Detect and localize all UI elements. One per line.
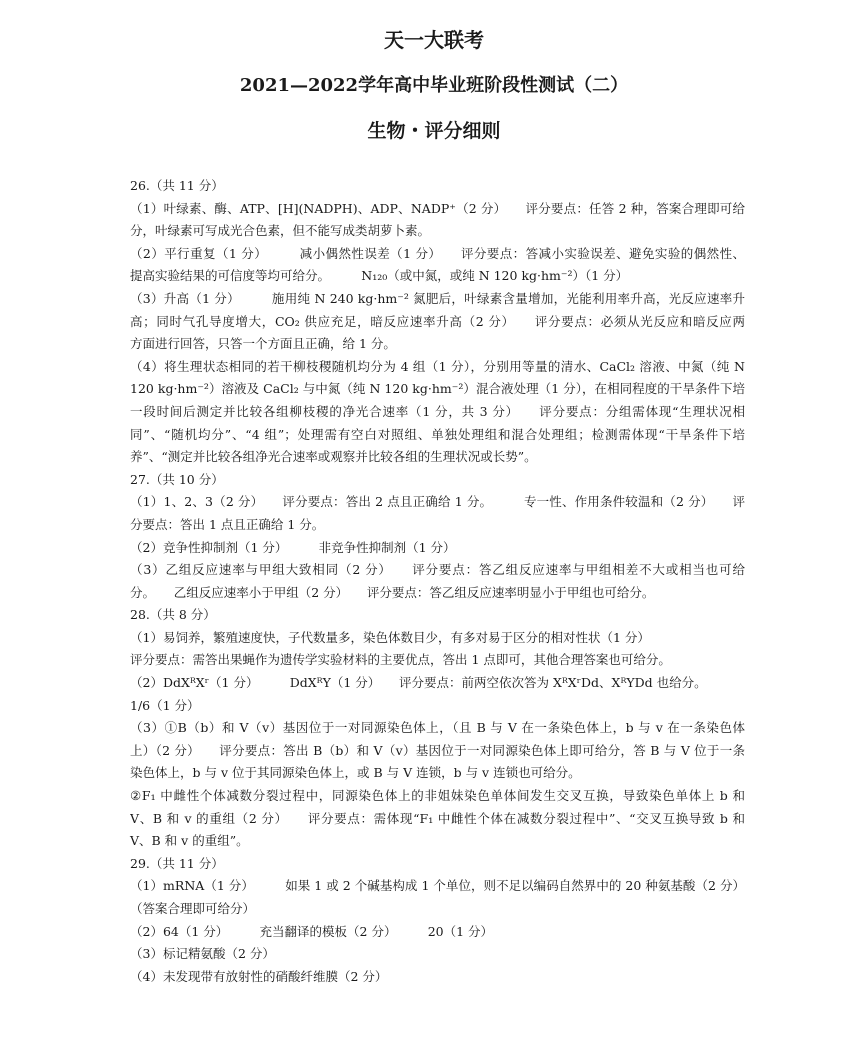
text-line: （4）将生理状态相同的若干柳枝稷随机均分为 4 组（1 分），分别用等量的清水、CaCl₂ 溶液、中氮（纯 N: [130, 358, 745, 374]
text-line: （2）平行重复（1 分） 减小偶然性误差（1 分） 评分要点：答减小实验误差、避免实验的偶然性、: [130, 245, 745, 261]
text-line: （2）竞争性抑制剂（1 分） 非竞争性抑制剂（1 分）: [130, 539, 456, 555]
text-line: （3）标记精氨酸（2 分）: [130, 946, 275, 962]
text-line: 26.（共 11 分）: [130, 178, 224, 193]
text-line: （3）乙组反应速率与甲组大致相同（2 分） 评分要点：答乙组反应速率与甲组相差不大或相当也可给: [130, 562, 745, 578]
text-line: 染色体上，b 与 v 位于其同源染色体上，或 B 与 V 连锁，b 与 v 连锁也可给分。: [130, 765, 581, 781]
text-line: 上）（2 分） 评分要点：答出 B（b）和 V（v）基因位于一对同源染色体上即可给分，答 B 与 V 位于一条: [130, 742, 745, 758]
text-line: 27.（共 10 分）: [130, 471, 224, 487]
text-line: 一段时间后测定并比较各组柳枝稷的净光合速率（1 分，共 3 分） 评分要点：分组需体现“生理状况相: [130, 403, 745, 419]
text-line: （3）①B（b）和 V（v）基因位于一对同源染色体上，（且 B 与 V 在一条染色体上，b 与 v 在一条染色体: [130, 720, 745, 736]
text-line: ②F₁ 中雌性个体减数分裂过程中，同源染色体上的非姐妹染色单体间发生交叉互换，导致染色单体上 b 和: [130, 788, 745, 804]
subject-title: 生物・评分细则: [367, 120, 501, 142]
text-line: （2）DdXᴿXʳ（1 分） DdXᴿY（1 分） 评分要点：前两空依次答为 XᴿXʳDd、XᴿYDd 也给分。: [130, 675, 707, 691]
text-line: （1）mRNA（1 分） 如果 1 或 2 个碱基构成 1 个单位，则不足以编码自然界中的 20 种氨基酸（2 分）: [130, 878, 745, 894]
text-line: 评分要点：需答出果蝇作为遗传学实验材料的主要优点，答出 1 点即可，其他合理答案也可给分。: [130, 652, 671, 668]
text-line: V、B 和 v 的重组（2 分） 评分要点：需体现“F₁ 中雌性个体在减数分裂过程中”、“交叉互换导致 b 和: [130, 810, 745, 826]
text-line: 29.（共 11 分）: [130, 855, 224, 871]
text-line: V、B 和 v 的重组”。: [130, 833, 249, 849]
text-line: 分要点：答出 1 点且正确给 1 分。: [130, 516, 325, 532]
text-line: 方面进行回答，只答一个方面且正确，给 1 分。: [130, 336, 396, 352]
text-line: （1）易饲养，繁殖速度快，子代数量多，染色体数目少，有多对易于区分的相对性状（1 分）: [130, 629, 650, 645]
text-line: 同”、“随机均分”、“4 组”；处理需有空白对照组、单独处理组和混合处理组；检测需体现“干旱条件下培: [130, 426, 745, 442]
scoring-rules-body: [130, 175, 745, 988]
text-line: 120 kg·hm⁻²）溶液及 CaCl₂ 与中氮（纯 N 120 kg·hm⁻²）混合液处理（1 分），在相同程度的干旱条件下培: [130, 381, 745, 397]
text-line: （3）升高（1 分） 施用纯 N 240 kg·hm⁻² 氮肥后，叶绿素含量增加，光能利用率升高，光反应速率升: [130, 290, 745, 306]
text-line: （1）叶绿素、酶、ATP、[H](NADPH)、ADP、NADP⁺（2 分） 评分要点：任答 2 种，答案合理即可给: [130, 200, 745, 216]
text-line: 分，叶绿素可写成光合色素，但不能写成类胡萝卜素。: [130, 223, 431, 239]
text-line: 提高实验结果的可信度等均可给分。 N₁₂₀（或中氮，或纯 N 120 kg·hm⁻²）（1 分）: [130, 268, 629, 284]
text-line: （4）未发现带有放射性的硝酸纤维膜（2 分）: [130, 968, 388, 984]
text-line: （2）64（1 分） 充当翻译的模板（2 分） 20（1 分）: [130, 923, 494, 939]
exam-org-title: 天一大联考: [384, 28, 484, 52]
text-line: 1/6（1 分）: [130, 697, 200, 713]
text-line: 高；同时气孔导度增大，CO₂ 供应充足，暗反应速率升高（2 分） 评分要点：必须从光反应和暗反应两: [130, 313, 745, 329]
text-line: （1）1、2、3（2 分） 评分要点：答出 2 点且正确给 1 分。 专一性、作用条件较温和（2 分） 评: [130, 494, 745, 510]
text-line: 养”、“测定并比较各组净光合速率或观察并比较各组的生理状况或长势”。: [130, 449, 537, 465]
exam-name-title: 2021—2022学年高中毕业班阶段性测试（二）: [239, 75, 629, 96]
text-line: 28.（共 8 分）: [130, 607, 216, 623]
text-line: 分。 乙组反应速率小于甲组（2 分） 评分要点：答乙组反应速率明显小于甲组也可给分。: [130, 584, 655, 600]
text-line: （答案合理即可给分）: [130, 901, 256, 916]
